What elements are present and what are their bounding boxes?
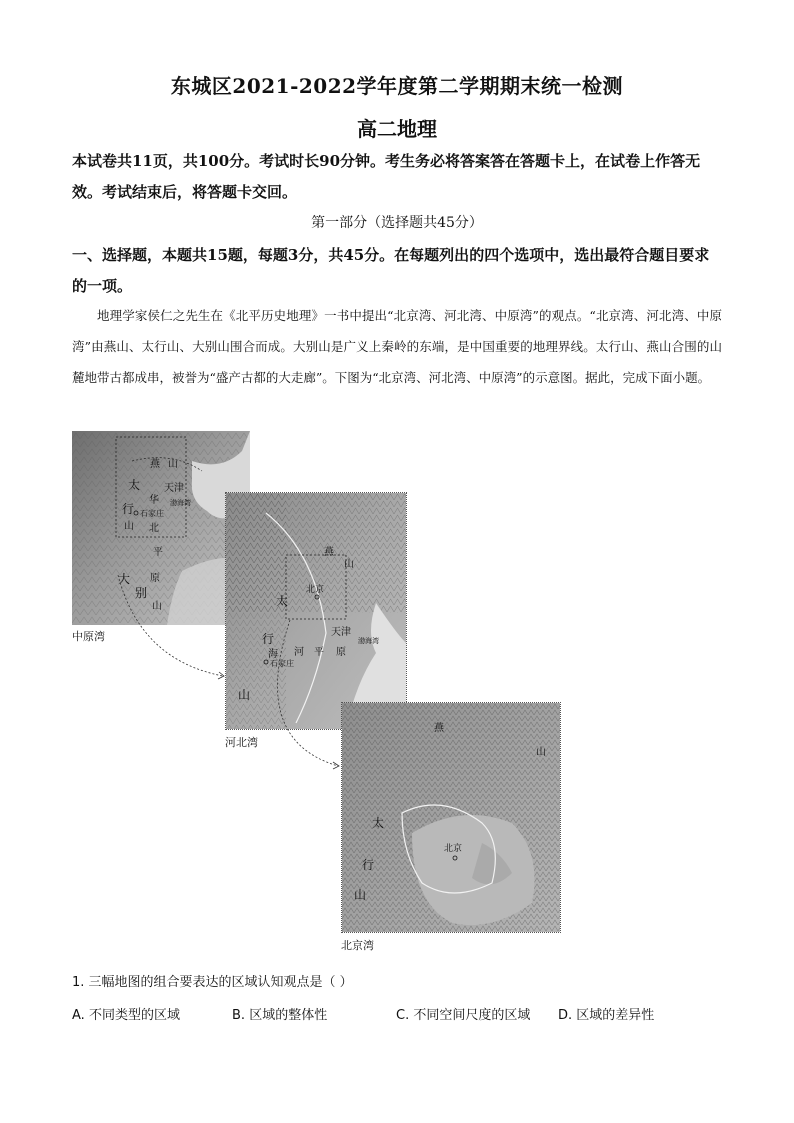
map3-label: 燕 (434, 723, 444, 734)
map2-label: 海 (268, 649, 278, 660)
option-text: 区域的整体性 (249, 1008, 328, 1023)
map2-label: 石家庄 (270, 659, 294, 668)
map2-label: 渤海湾 (358, 637, 379, 645)
map3-label: 北京 (444, 844, 463, 854)
option-letter: B. (232, 1008, 246, 1023)
map1-label: 北 (149, 523, 159, 534)
reading-passage: 地理学家侯仁之先生在《北平历史地理》一书中提出“北京湾、河北湾、中原湾”的观点。“北京湾、河北湾、中原湾”由燕山、太行山、大别山围合而成。大别山是广义上秦岭的东端，是中国重要的地理界线。太行山、燕山合围的山麓地带古都成串，被誉为“盛产古都的大走廊”。下图为“北京湾、河北湾、中原湾”的示意图。据此，完成下面小题。 (72, 308, 722, 385)
exam-notice: 本试卷共11页，共100分。考试时长90分钟。考生务必将答案答在答题卡上，在试卷上作答无效。考试结束后，将答题卡交回。 (72, 152, 701, 201)
map1-label: 别 (135, 586, 148, 600)
option-c[interactable] (396, 1004, 530, 1023)
map3-label: 山 (354, 888, 367, 902)
map1-label: 太 (128, 478, 141, 492)
exam-subject: 高二地理 (357, 117, 437, 141)
map1-label: 山 (168, 459, 178, 470)
option-letter: C. (396, 1008, 410, 1023)
map1-label: 平 (153, 547, 163, 558)
map2-label: 太 (276, 594, 289, 608)
map1-label: 山 (124, 521, 134, 532)
map1-label: 原 (150, 573, 160, 584)
option-d[interactable] (558, 1004, 654, 1023)
map1-label: 燕 (150, 459, 160, 470)
option-text: 不同类型的区域 (88, 1008, 180, 1023)
section-instruction: 一、选择题，本题共15题，每题3分，共45分。在每题列出的四个选项中，选出最符合题目要求的一项。 (72, 246, 710, 295)
map2-label: 北京 (306, 585, 325, 595)
exam-title: 东城区2021-2022学年度第二学期期末统一检测 (170, 74, 624, 98)
map2-label: 燕 (324, 547, 334, 558)
caption-hebei: 河北湾 (225, 736, 258, 749)
map2-label: 平 (314, 647, 324, 658)
map1-label: 大 (118, 572, 131, 586)
map2-label: 天津 (331, 627, 351, 638)
map1-label: 渤海湾 (170, 499, 191, 507)
map2-label: 行 (262, 632, 275, 646)
option-text: 区域的差异性 (576, 1008, 655, 1023)
option-a[interactable] (72, 1004, 180, 1023)
map1-label: 华 (149, 495, 159, 506)
map2-label: 河 (294, 647, 304, 658)
map3-label: 行 (362, 858, 375, 872)
map1-label: 石家庄 (140, 509, 164, 518)
map3-label: 太 (372, 816, 385, 830)
map3-label: 山 (536, 747, 546, 758)
map1-label: 行 (122, 502, 135, 516)
caption-zhongyuan: 中原湾 (72, 630, 105, 643)
map2-label: 原 (336, 647, 346, 658)
map2-label: 山 (238, 688, 251, 702)
section-title: 第一部分（选择题共45分） (311, 215, 483, 231)
option-b[interactable] (232, 1004, 327, 1023)
map1-label: 天津 (164, 483, 184, 494)
map2-label: 山 (344, 559, 354, 570)
option-letter: D. (558, 1008, 573, 1023)
option-text: 不同空间尺度的区域 (413, 1008, 531, 1023)
map1-label: 山 (152, 601, 162, 612)
caption-beijing: 北京湾 (341, 939, 374, 952)
option-letter: A. (72, 1008, 85, 1023)
question-1-stem: 1. 三幅地图的组合要表达的区域认知观点是（ ） (72, 975, 353, 990)
